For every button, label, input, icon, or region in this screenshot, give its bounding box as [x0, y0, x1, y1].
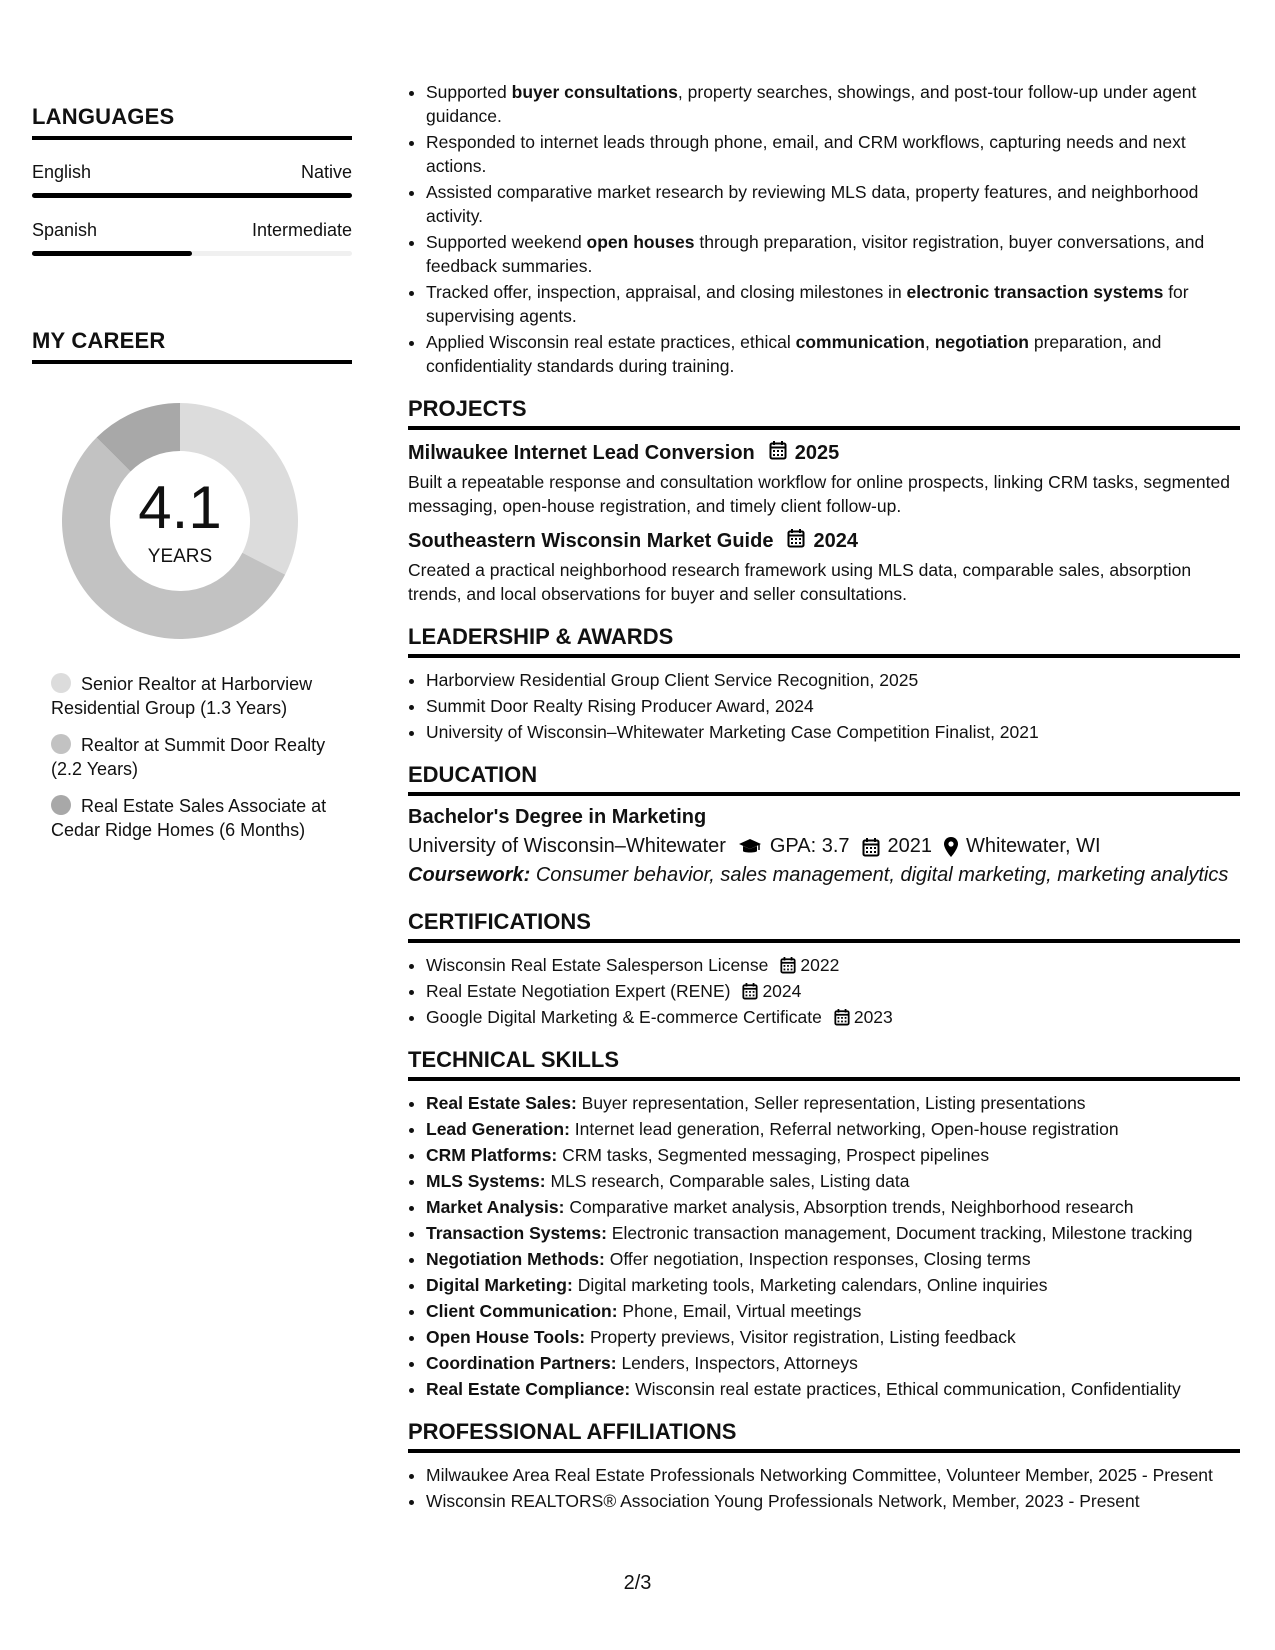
project-year: 2025	[794, 441, 840, 464]
bullet-text: Responded to internet leads through phone, email, and CRM workflows, capturing needs and next actions.	[426, 132, 1186, 176]
language-name: Spanish	[32, 220, 98, 240]
experience-bullet	[426, 280, 1240, 328]
skill-label: Open House Tools:	[426, 1327, 586, 1347]
language-level: Native	[300, 162, 352, 182]
certification-item	[426, 953, 1240, 977]
graduation-year: 2021	[887, 835, 933, 857]
bullet-text: for supervising agents.	[426, 282, 1189, 326]
legend-swatch	[51, 673, 71, 693]
skill-value: Digital marketing tools, Marketing calendars, Online inquiries	[577, 1275, 1048, 1295]
project-description: Built a repeatable response and consultation workflow for online prospects, linking CRM tasks, segmented messaging, open-house registration, and timely client follow-up.	[408, 472, 1230, 516]
skill-value: CRM tasks, Segmented messaging, Prospect pipelines	[562, 1145, 990, 1165]
skill-item	[426, 1117, 1240, 1141]
legend-swatch	[51, 795, 71, 815]
experience-bullets	[408, 80, 1240, 378]
calendar-icon	[862, 837, 880, 857]
calendar-icon	[834, 1008, 850, 1026]
skill-item	[426, 1091, 1240, 1115]
left-column	[32, 104, 352, 855]
legend-item	[51, 733, 331, 781]
experience-bullet	[426, 230, 1240, 278]
skill-value: Internet lead generation, Referral networking, Open-house registration	[574, 1119, 1119, 1139]
graduation-cap-icon	[738, 838, 762, 856]
experience-bullet	[426, 130, 1240, 178]
skill-item	[426, 1195, 1240, 1219]
skill-value: Lenders, Inspectors, Attorneys	[621, 1353, 858, 1373]
project-item	[408, 528, 1240, 606]
skill-value: Property previews, Visitor registration, Listing feedback	[590, 1327, 1016, 1347]
bold-keyword: communication	[795, 332, 925, 352]
degree-title: Bachelor's Degree in Marketing	[408, 806, 707, 828]
bullet-text: Applied Wisconsin real estate practices, ethical	[426, 332, 796, 352]
legend-item	[51, 672, 331, 720]
career-section	[32, 328, 352, 842]
bold-keyword: buyer consultations	[511, 82, 678, 102]
school-name: University of Wisconsin–Whitewater	[408, 835, 726, 857]
legend-label: Real Estate Sales Associate at Cedar Ridge Homes (6 Months)	[51, 796, 327, 840]
affiliations-list	[408, 1463, 1240, 1513]
career-legend	[51, 672, 331, 842]
legend-label: Realtor at Summit Door Realty (2.2 Years)	[51, 735, 326, 779]
certification-year: 2022	[800, 955, 840, 975]
skill-label: Digital Marketing:	[426, 1275, 573, 1295]
skills-list	[408, 1091, 1240, 1401]
project-title: Southeastern Wisconsin Market Guide	[408, 529, 774, 552]
skill-value: Offer negotiation, Inspection responses, Closing terms	[609, 1249, 1031, 1269]
skill-label: Transaction Systems:	[426, 1223, 607, 1243]
skill-label: Coordination Partners:	[426, 1353, 617, 1373]
bullet-text: Assisted comparative market research by reviewing MLS data, property features, and neighborhood activity.	[426, 182, 1199, 226]
skill-label: Client Communication:	[426, 1301, 618, 1321]
project-description: Created a practical neighborhood research framework using MLS data, comparable sales, absorption trends, and local observations for buyer and seller consultations.	[408, 560, 1192, 604]
project-title: Milwaukee Internet Lead Conversion	[408, 441, 755, 464]
leadership-heading: LEADERSHIP & AWARDS	[408, 624, 1240, 658]
certification-year: 2023	[853, 1007, 893, 1027]
certifications-list	[408, 953, 1240, 1029]
skill-label: Negotiation Methods:	[426, 1249, 605, 1269]
coursework-list: Consumer behavior, sales management, digital marketing, marketing analytics	[535, 864, 1229, 886]
bullet-text: ,	[924, 332, 935, 352]
education-section	[408, 762, 1240, 887]
languages-heading: LANGUAGES	[32, 104, 352, 140]
skill-label: Lead Generation:	[426, 1119, 570, 1139]
skill-label: Market Analysis:	[426, 1197, 565, 1217]
skill-value: Wisconsin real estate practices, Ethical communication, Confidentiality	[635, 1379, 1181, 1399]
bold-keyword: negotiation	[934, 332, 1029, 352]
coursework	[408, 864, 1240, 887]
career-total-unit: YEARS	[147, 546, 213, 567]
list-item: • Harborview Residential Group Client Service Recognition, 2025	[426, 668, 1240, 692]
skill-value: Comparative market analysis, Absorption trends, Neighborhood research	[569, 1197, 1134, 1217]
leadership-list	[408, 668, 1240, 744]
skill-item	[426, 1299, 1240, 1323]
certifications-heading: CERTIFICATIONS	[408, 909, 1240, 943]
affiliations-heading: PROFESSIONAL AFFILIATIONS	[408, 1419, 1240, 1453]
skills-heading: TECHNICAL SKILLS	[408, 1047, 1240, 1081]
bullet-text: Supported weekend	[426, 232, 587, 252]
certification-item	[426, 1005, 1240, 1029]
coursework-label: Coursework:	[408, 864, 531, 886]
certifications-section	[408, 909, 1240, 1029]
language-bar	[32, 251, 352, 256]
calendar-icon	[742, 982, 758, 1000]
skill-value: Buyer representation, Seller representation, Listing presentations	[581, 1093, 1086, 1113]
language-bar-fill	[32, 251, 192, 256]
list-item: • Milwaukee Area Real Estate Professionals Networking Committee, Volunteer Member, 2025 - Present	[426, 1463, 1240, 1487]
bullet-text: Tracked offer, inspection, appraisal, and closing milestones in	[426, 282, 907, 302]
certification-name: • Real Estate Negotiation Expert (RENE)	[426, 981, 731, 1001]
projects-section	[408, 396, 1240, 606]
education-heading: EDUCATION	[408, 762, 1240, 796]
skill-item	[426, 1169, 1240, 1193]
project-item	[408, 440, 1240, 518]
page-number: 2/3	[623, 1572, 652, 1594]
location-pin-icon	[944, 837, 958, 857]
language-level: Intermediate	[251, 220, 352, 240]
project-year: 2024	[813, 529, 858, 552]
language-item	[32, 162, 352, 198]
skill-item	[426, 1247, 1240, 1271]
skill-item	[426, 1325, 1240, 1349]
legend-item	[51, 794, 331, 842]
bold-keyword: open houses	[586, 232, 695, 252]
education-meta	[408, 835, 1240, 858]
skill-value: MLS research, Comparable sales, Listing data	[550, 1171, 910, 1191]
certification-year: 2024	[762, 981, 802, 1001]
bold-keyword: electronic transaction systems	[906, 282, 1164, 302]
legend-label: Senior Realtor at Harborview Residential Group (1.3 Years)	[51, 674, 313, 718]
skill-label: CRM Platforms:	[426, 1145, 558, 1165]
projects-heading: PROJECTS	[408, 396, 1240, 430]
career-donut-chart	[55, 396, 305, 646]
bullet-text: through preparation, visitor registration, buyer conversations, and feedback summaries.	[426, 232, 1205, 276]
list-item: • Summit Door Realty Rising Producer Award, 2024	[426, 694, 1240, 718]
skill-label: Real Estate Compliance:	[426, 1379, 631, 1399]
certification-name: • Wisconsin Real Estate Salesperson License	[426, 955, 769, 975]
affiliations-section	[408, 1419, 1240, 1513]
school-location: Whitewater, WI	[966, 835, 1101, 857]
skill-item	[426, 1221, 1240, 1245]
list-item: • University of Wisconsin–Whitewater Marketing Case Competition Finalist, 2021	[426, 720, 1240, 744]
language-bar	[32, 193, 352, 198]
experience-bullet	[426, 80, 1240, 128]
career-total-value: 4.1	[138, 474, 222, 541]
bullet-text: , property searches, showings, and post-tour follow-up under agent guidance.	[426, 82, 1197, 126]
bullet-text: Supported	[426, 82, 512, 102]
skill-label: MLS Systems:	[426, 1171, 546, 1191]
experience-bullet	[426, 180, 1240, 228]
calendar-icon	[769, 440, 787, 466]
language-bar-fill	[32, 193, 352, 198]
language-name: English	[32, 162, 92, 182]
calendar-icon	[787, 528, 805, 554]
skill-value: Phone, Email, Virtual meetings	[622, 1301, 862, 1321]
bullet-text: preparation, and confidentiality standards during training.	[426, 332, 1162, 376]
skill-value: Electronic transaction management, Document tracking, Milestone tracking	[611, 1223, 1193, 1243]
skill-item	[426, 1143, 1240, 1167]
career-heading: MY CAREER	[32, 328, 352, 364]
experience-bullet	[426, 330, 1240, 378]
certification-item	[426, 979, 1240, 1003]
skills-section	[408, 1047, 1240, 1401]
language-item	[32, 220, 352, 256]
list-item: • Wisconsin REALTORS® Association Young Professionals Network, Member, 2023 - Present	[426, 1489, 1240, 1513]
gpa: GPA: 3.7	[769, 835, 850, 857]
legend-swatch	[51, 734, 71, 754]
skill-item	[426, 1273, 1240, 1297]
skill-label: Real Estate Sales:	[426, 1093, 577, 1113]
skill-item	[426, 1351, 1240, 1375]
leadership-section	[408, 624, 1240, 744]
certification-name: • Google Digital Marketing & E-commerce Certificate	[426, 1007, 822, 1027]
calendar-icon	[780, 956, 796, 974]
skill-item	[426, 1377, 1240, 1401]
right-column	[408, 80, 1240, 1515]
